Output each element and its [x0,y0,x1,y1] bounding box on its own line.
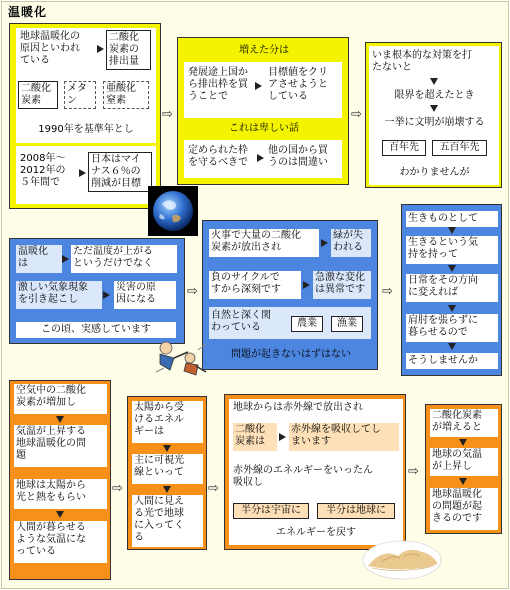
problem-text: 問題が起きないはずはない [231,349,351,360]
limit-text: 限界を超えたとき [394,90,475,101]
collapse-text: 一挙に文明が崩壊する [384,117,485,128]
sun-energy-box: 太陽から受 けるエネル ギーは [132,401,203,443]
change-box: 日常をその方向 に変えれば [406,274,498,302]
panel-blue-climate [9,238,185,344]
arrow-down [430,105,438,112]
flying-people-illustration [152,338,208,382]
half-earth-box: 半分は地球に [317,503,395,519]
absorb-box: 赤外線を吸収してし まいます [289,423,399,451]
cycle-box: 負のサイクルで すから深刻です [209,271,301,299]
frame-box: 定められた枠 を守るべきで [186,144,258,172]
warming-problem-box: 地球温暖化 の問題が起 きるのです [430,488,498,530]
five-hundred-years-box: 五百年先 [432,140,487,156]
arrow-hollow-right: ⇨ [408,464,419,479]
arrow-hollow-right: ⇨ [351,107,362,122]
co2-increase-box: 二酸化炭素 が増えると [430,409,498,437]
panel-orange-infrared [224,394,406,550]
aim-box: 目標値をクリ アさせようと している [266,66,340,106]
arrow-down [448,343,456,350]
period-box: 2008年～ 2012年の ５年間で [18,152,80,192]
arrow-hollow-right: ⇨ [208,481,219,496]
warming-box: 温暖化 は [16,245,62,273]
energy-text: 赤外線のエネルギーをいったん 吸収し [233,465,373,488]
unknown-text: わかりませんが [399,167,470,178]
arrow-hollow-right: ⇨ [162,107,173,122]
page-title: 温暖化 [8,5,48,19]
fishery-box: 漁業 [331,316,363,332]
arrow-right [279,433,286,441]
spirit-box: 生きるという気 持を持って [406,236,498,264]
panel-yellow-trading [177,37,349,185]
arrow-down [448,305,456,312]
half-space-box: 半分は宇宙に [233,503,309,519]
earth-temp-box: 地球の気温 が上昇し [430,448,498,476]
mean-talk-text: これは卑しい話 [229,123,299,134]
disaster-box: 災害の原 因になる [114,281,176,309]
air-co2-box: 空気中の二酸化 炭素が増加し [14,384,107,414]
wonder-box: そうしませんか [406,353,498,369]
arrow-down [163,486,171,493]
panel-yellow-collapse [365,42,502,188]
japan-target-box: 日本はマイ ナス６％の 削減が目標 [88,152,152,192]
weather-box: 激しい気象現象 を引き起こし [16,281,102,309]
arrow-down [448,227,456,234]
increase-head: 増えた分は [239,45,289,56]
arrow-right [255,82,262,90]
gas-co2-box: 二酸化 炭素 [18,81,58,109]
earth-image [148,186,198,236]
visible-light-box: 主に可視光 線といって [132,454,203,484]
green-lost-box: 緑が失 われる [331,229,371,257]
panel-yellow-kyoto [9,23,161,209]
base-year-text: 1990年を基準年とし [38,124,134,135]
arrow-right [257,154,264,162]
desert-dune-illustration [362,536,442,580]
co2-box: 二酸化 炭素は [233,423,277,451]
arrow-hollow-right: ⇨ [187,284,198,299]
panel-orange-sunlight [127,396,207,550]
arrow-right [321,239,328,247]
seen-light-box: 人間に見え る光で地球 に入ってく る [132,495,203,547]
arrow-down [448,265,456,272]
abnormal-box: 急激な変化 は異常です [313,271,371,299]
agriculture-box: 農業 [291,316,323,332]
cause-box: 地球温暖化の 原因といわれ ている [18,30,100,70]
feel-box: この頃、実感しています [16,322,176,338]
nature-text: 自然と深く関 わっている [211,310,271,333]
panel-orange-temperature [9,380,111,580]
living-box: 生きものとして [406,211,498,227]
infrared-text: 地球からは赤外線で放出され [233,402,363,413]
hundred-years-box: 百年先 [382,140,426,156]
livable-temperature-box: 人間が暮らせる ような気温にな っている [14,521,107,563]
countermeasure-text: いま根本的な対策を打 たないと [372,50,472,73]
developing-box: 発展途上国か ら排出枠を買 うことで [186,66,256,106]
arrow-down [56,416,64,423]
arrow-right [303,281,310,289]
temperature-box: ただ温度が上がる というだけでなく [71,245,177,273]
temperature-rise-box: 気温が上昇する 地球温暖化の問 題 [14,425,107,467]
panel-orange-conclusion [425,404,502,534]
arrow-down [459,478,467,485]
arrow-down [56,511,64,518]
panel-blue-living [401,204,502,376]
arrow-down [430,78,438,85]
arrow-right [103,291,110,299]
arrow-right [79,169,86,177]
arrow-hollow-right: ⇨ [112,481,123,496]
buying-wrong-box: 他の国から買 うのは間違い [266,144,340,172]
arrow-down [459,439,467,446]
return-energy-text: エネルギーを戻す [276,527,356,538]
gas-methane-box: メタ ン [64,81,96,109]
co2-emission-box: 二酸化 炭素の 排出量 [106,30,151,70]
fire-box: 火事で大量の二酸化 炭素が放出され [209,229,319,257]
shoulder-box: 肩肘を張らずに 暮らせるので [406,314,498,342]
panel-blue-fire [202,220,378,370]
arrow-hollow-right: ⇨ [382,284,393,299]
arrow-down [163,445,171,452]
arrow-right [97,45,104,53]
sun-light-box: 地球は太陽から 光と熱をもらい [14,479,107,509]
arrow-right [62,255,69,263]
gas-n2o-box: 亜酸化 窒素 [103,81,149,109]
